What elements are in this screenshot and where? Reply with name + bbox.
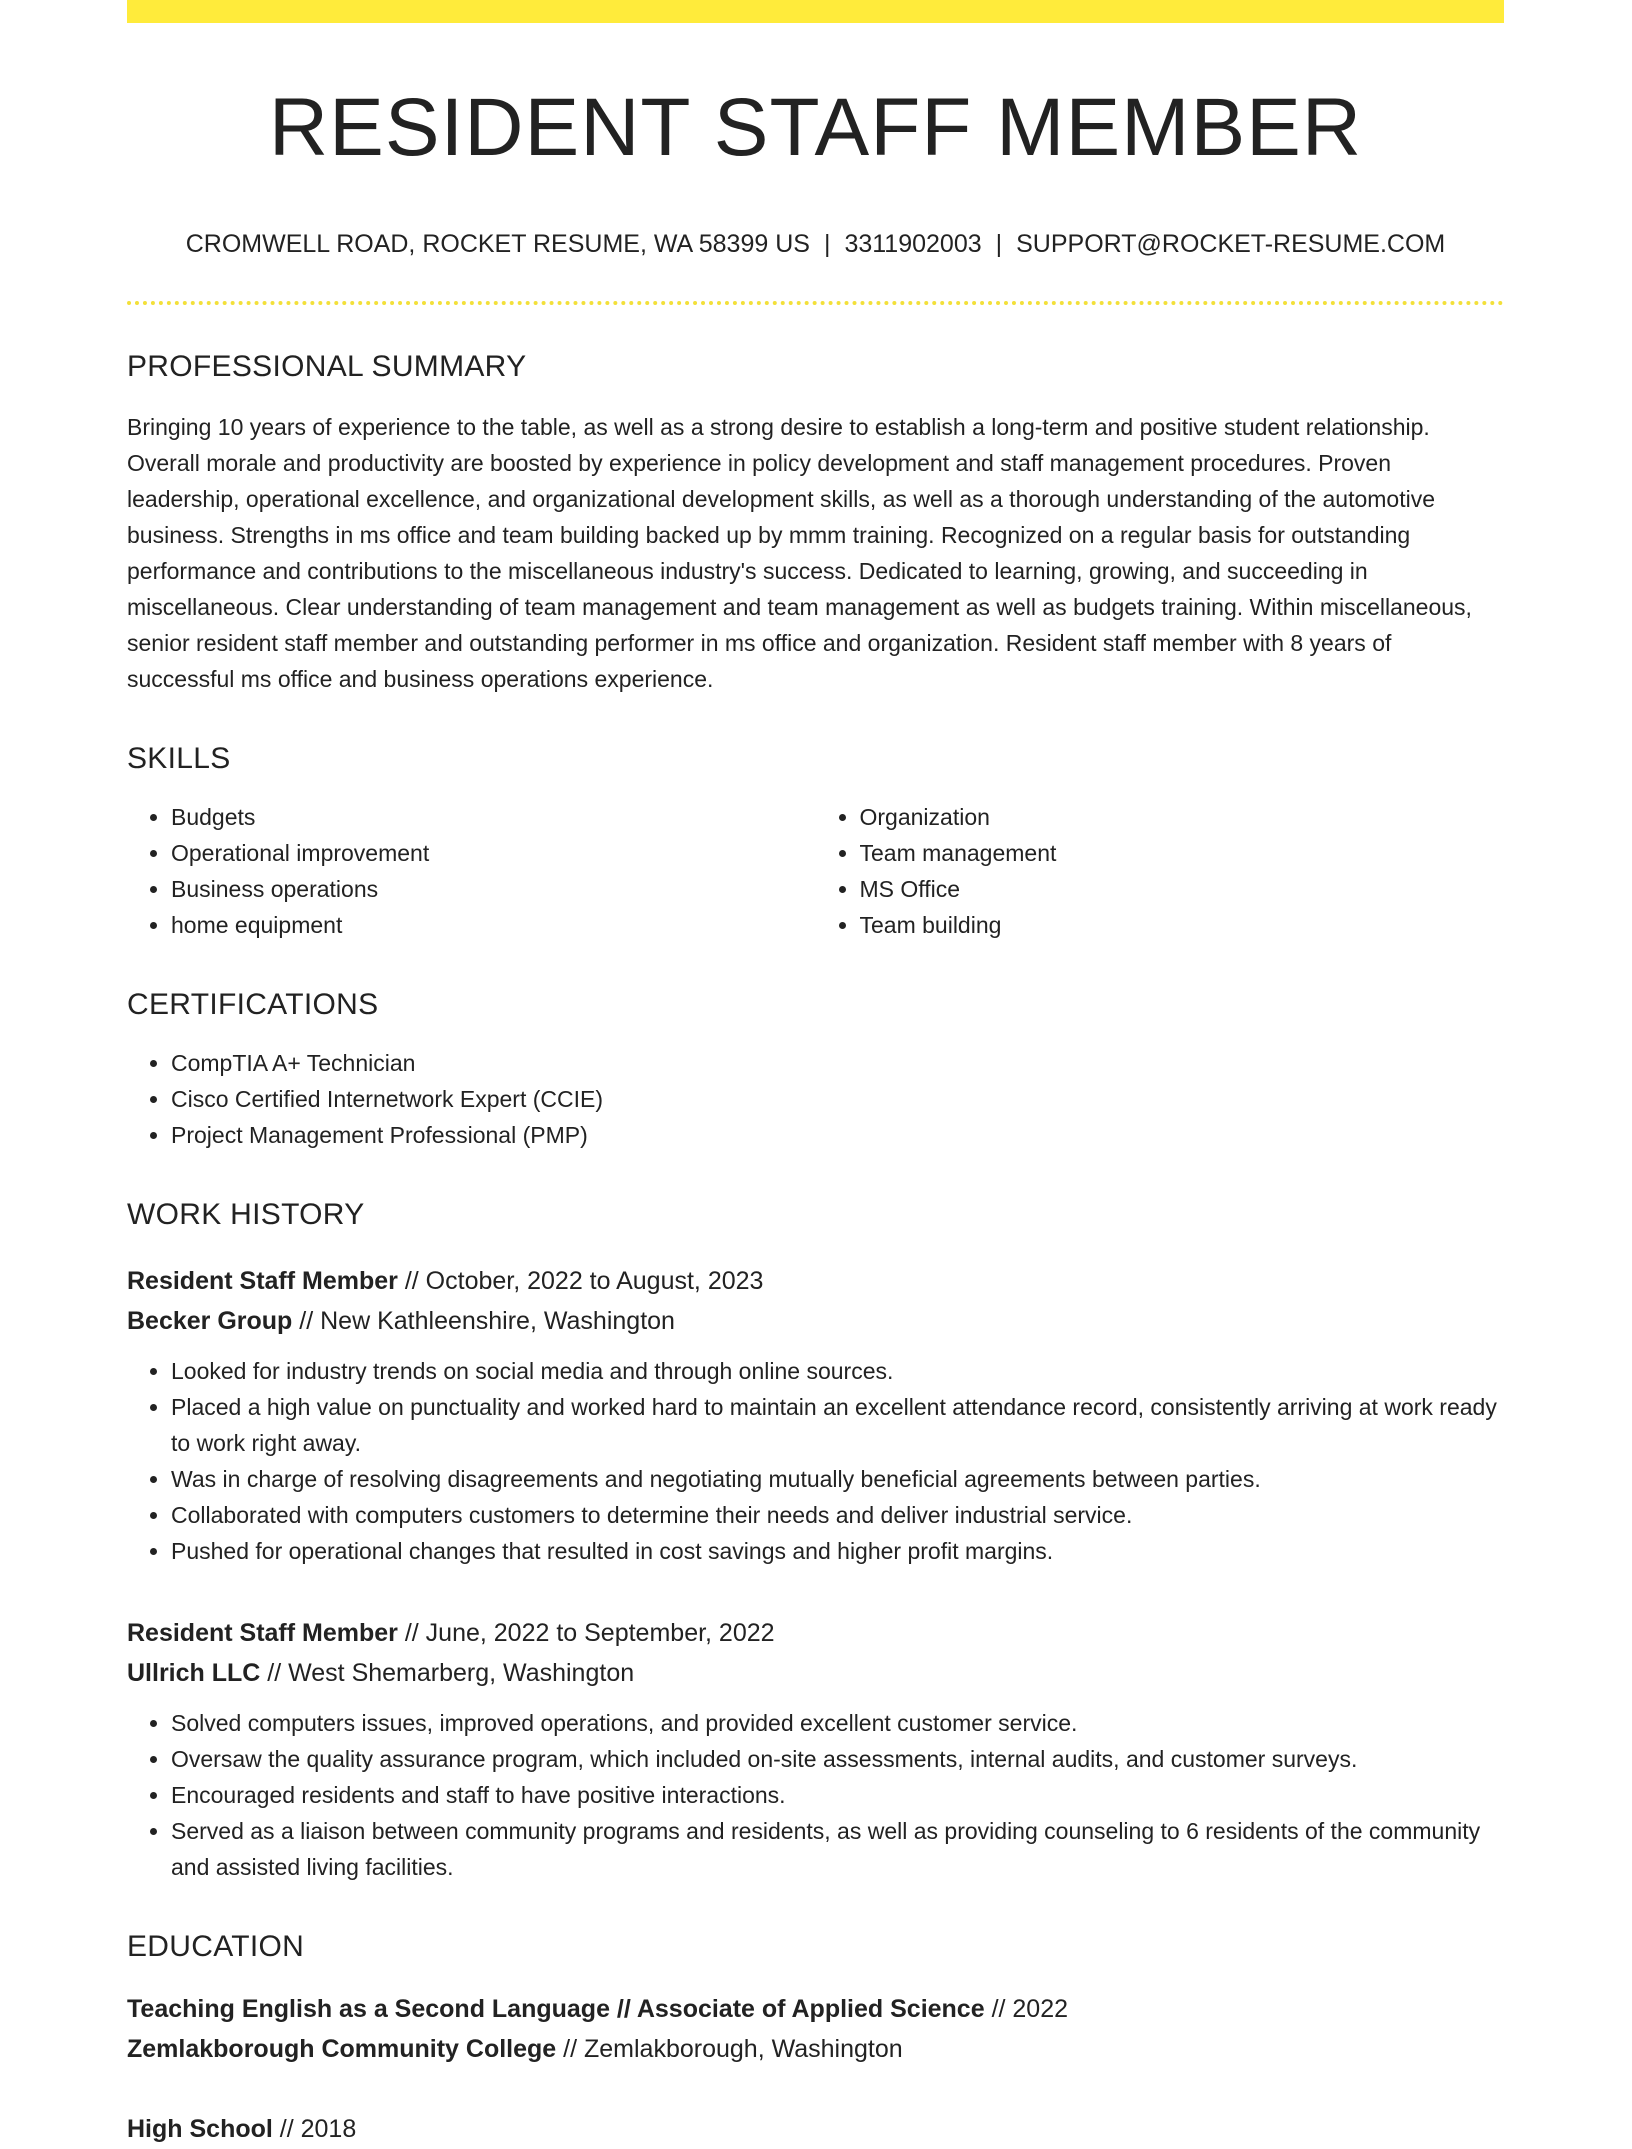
education-location: // Zemlakborough, Washington — [556, 2035, 903, 2064]
skill-item: • Team building — [860, 907, 1505, 943]
job-title-line — [127, 1261, 1504, 1301]
skill-item: • Organization — [860, 799, 1505, 835]
phone: 3311902003 — [844, 230, 982, 259]
education-heading: EDUCATION — [127, 1930, 305, 1964]
contact-line — [127, 229, 1504, 259]
education-school-line — [127, 2029, 1504, 2069]
education-degree: Teaching English as a Second Language // Associate of Applied Science — [127, 1995, 985, 2024]
education-entry — [127, 1989, 1504, 2069]
certifications-heading: CERTIFICATIONS — [127, 988, 379, 1022]
contact-separator: | — [995, 230, 1003, 259]
accent-bar — [127, 0, 1504, 23]
job-company: Becker Group — [127, 1307, 293, 1336]
job-company: Ullrich LLC — [127, 1659, 261, 1688]
skills-right-list — [816, 799, 1505, 943]
certification-item: • Cisco Certified Internetwork Expert (CCIE) — [171, 1081, 1504, 1117]
job-bullet: • Solved computers issues, improved operations, and provided excellent customer service. — [171, 1705, 1504, 1741]
dotted-divider — [127, 301, 1504, 305]
education-entry — [127, 2109, 1504, 2149]
skill-item: • Business operations — [171, 871, 816, 907]
contact-separator: | — [823, 230, 831, 259]
skills-columns — [127, 799, 1504, 943]
certification-item: • Project Management Professional (PMP) — [171, 1117, 1504, 1153]
education-degree-line — [127, 2109, 1504, 2149]
job-bullet: • Looked for industry trends on social media and through online sources. — [171, 1353, 1504, 1389]
job-bullet: • Collaborated with computers customers to determine their needs and deliver industrial service. — [171, 1497, 1504, 1533]
education-year: // 2022 — [984, 1995, 1069, 2024]
education-school: Zemlakborough Community College — [127, 2035, 557, 2064]
education-year: // 2018 — [272, 2115, 357, 2144]
certifications-list — [127, 1045, 1504, 1153]
job-company-line — [127, 1301, 1504, 1341]
job-bullet: • Placed a high value on punctuality and worked hard to maintain an excellent attendance record, consistently arriving at work ready to work right away. — [171, 1389, 1504, 1461]
job-role: Resident Staff Member — [127, 1619, 398, 1648]
job-location: // West Shemarberg, Washington — [260, 1659, 635, 1688]
resume-page — [127, 0, 1504, 2149]
skills-left-list — [127, 799, 816, 943]
job-role: Resident Staff Member — [127, 1267, 398, 1296]
summary-text: Bringing 10 years of experience to the table, as well as a strong desire to establish a long-term and positive student relationship. Overall morale and productivity are boosted by experience in policy development and staff management procedures. Proven leadership, operational excellence, and organizational development skills, as well as a thorough understanding of the automotive business. Strengths in ms office and team building backed up by mmm training. Recognized on a regular basis for outstanding performance and contributions to the miscellaneous industry's success. Dedicated to learning, growing, and succeeding in miscellaneous. Clear understanding of team management and team management as well as budgets training. Within miscellaneous, senior resident staff member and outstanding performer in ms office and organization. Resident staff member with 8 years of successful ms office and business operations experience. — [127, 414, 1472, 693]
job-bullet: • Was in charge of resolving disagreements and negotiating mutually beneficial agreements between parties. — [171, 1461, 1504, 1497]
job-bullet: • Encouraged residents and staff to have positive interactions. — [171, 1777, 1504, 1813]
skill-item: • Budgets — [171, 799, 816, 835]
job-bullets — [127, 1705, 1504, 1885]
job-bullet: • Served as a liaison between community programs and residents, as well as providing counseling to 6 residents of the community and assisted living facilities. — [171, 1813, 1504, 1885]
job-location: // New Kathleenshire, Washington — [292, 1307, 675, 1336]
skill-item: • Operational improvement — [171, 835, 816, 871]
job-entry — [127, 1261, 1504, 1569]
job-company-line — [127, 1653, 1504, 1693]
certification-item: • CompTIA A+ Technician — [171, 1045, 1504, 1081]
work-history-heading: WORK HISTORY — [127, 1198, 365, 1232]
job-dates: // October, 2022 to August, 2023 — [397, 1267, 764, 1296]
email: SUPPORT@ROCKET-RESUME.COM — [1016, 230, 1446, 259]
job-bullet: • Oversaw the quality assurance program, which included on-site assessments, internal audits, and customer surveys. — [171, 1741, 1504, 1777]
candidate-name: RESIDENT STAFF MEMBER — [268, 82, 1363, 173]
job-title-line — [127, 1613, 1504, 1653]
job-bullets — [127, 1353, 1504, 1569]
skill-item: • home equipment — [171, 907, 816, 943]
skill-item: • Team management — [860, 835, 1505, 871]
skill-item: • MS Office — [860, 871, 1505, 907]
job-bullet: • Pushed for operational changes that resulted in cost savings and higher profit margins. — [171, 1533, 1504, 1569]
job-dates: // June, 2022 to September, 2022 — [397, 1619, 775, 1648]
summary-heading: PROFESSIONAL SUMMARY — [127, 350, 527, 384]
job-entry — [127, 1613, 1504, 1885]
address: CROMWELL ROAD, ROCKET RESUME, WA 58399 US — [185, 230, 810, 259]
skills-heading: SKILLS — [127, 742, 231, 776]
education-degree: High School — [127, 2115, 273, 2144]
education-degree-line — [127, 1989, 1504, 2029]
